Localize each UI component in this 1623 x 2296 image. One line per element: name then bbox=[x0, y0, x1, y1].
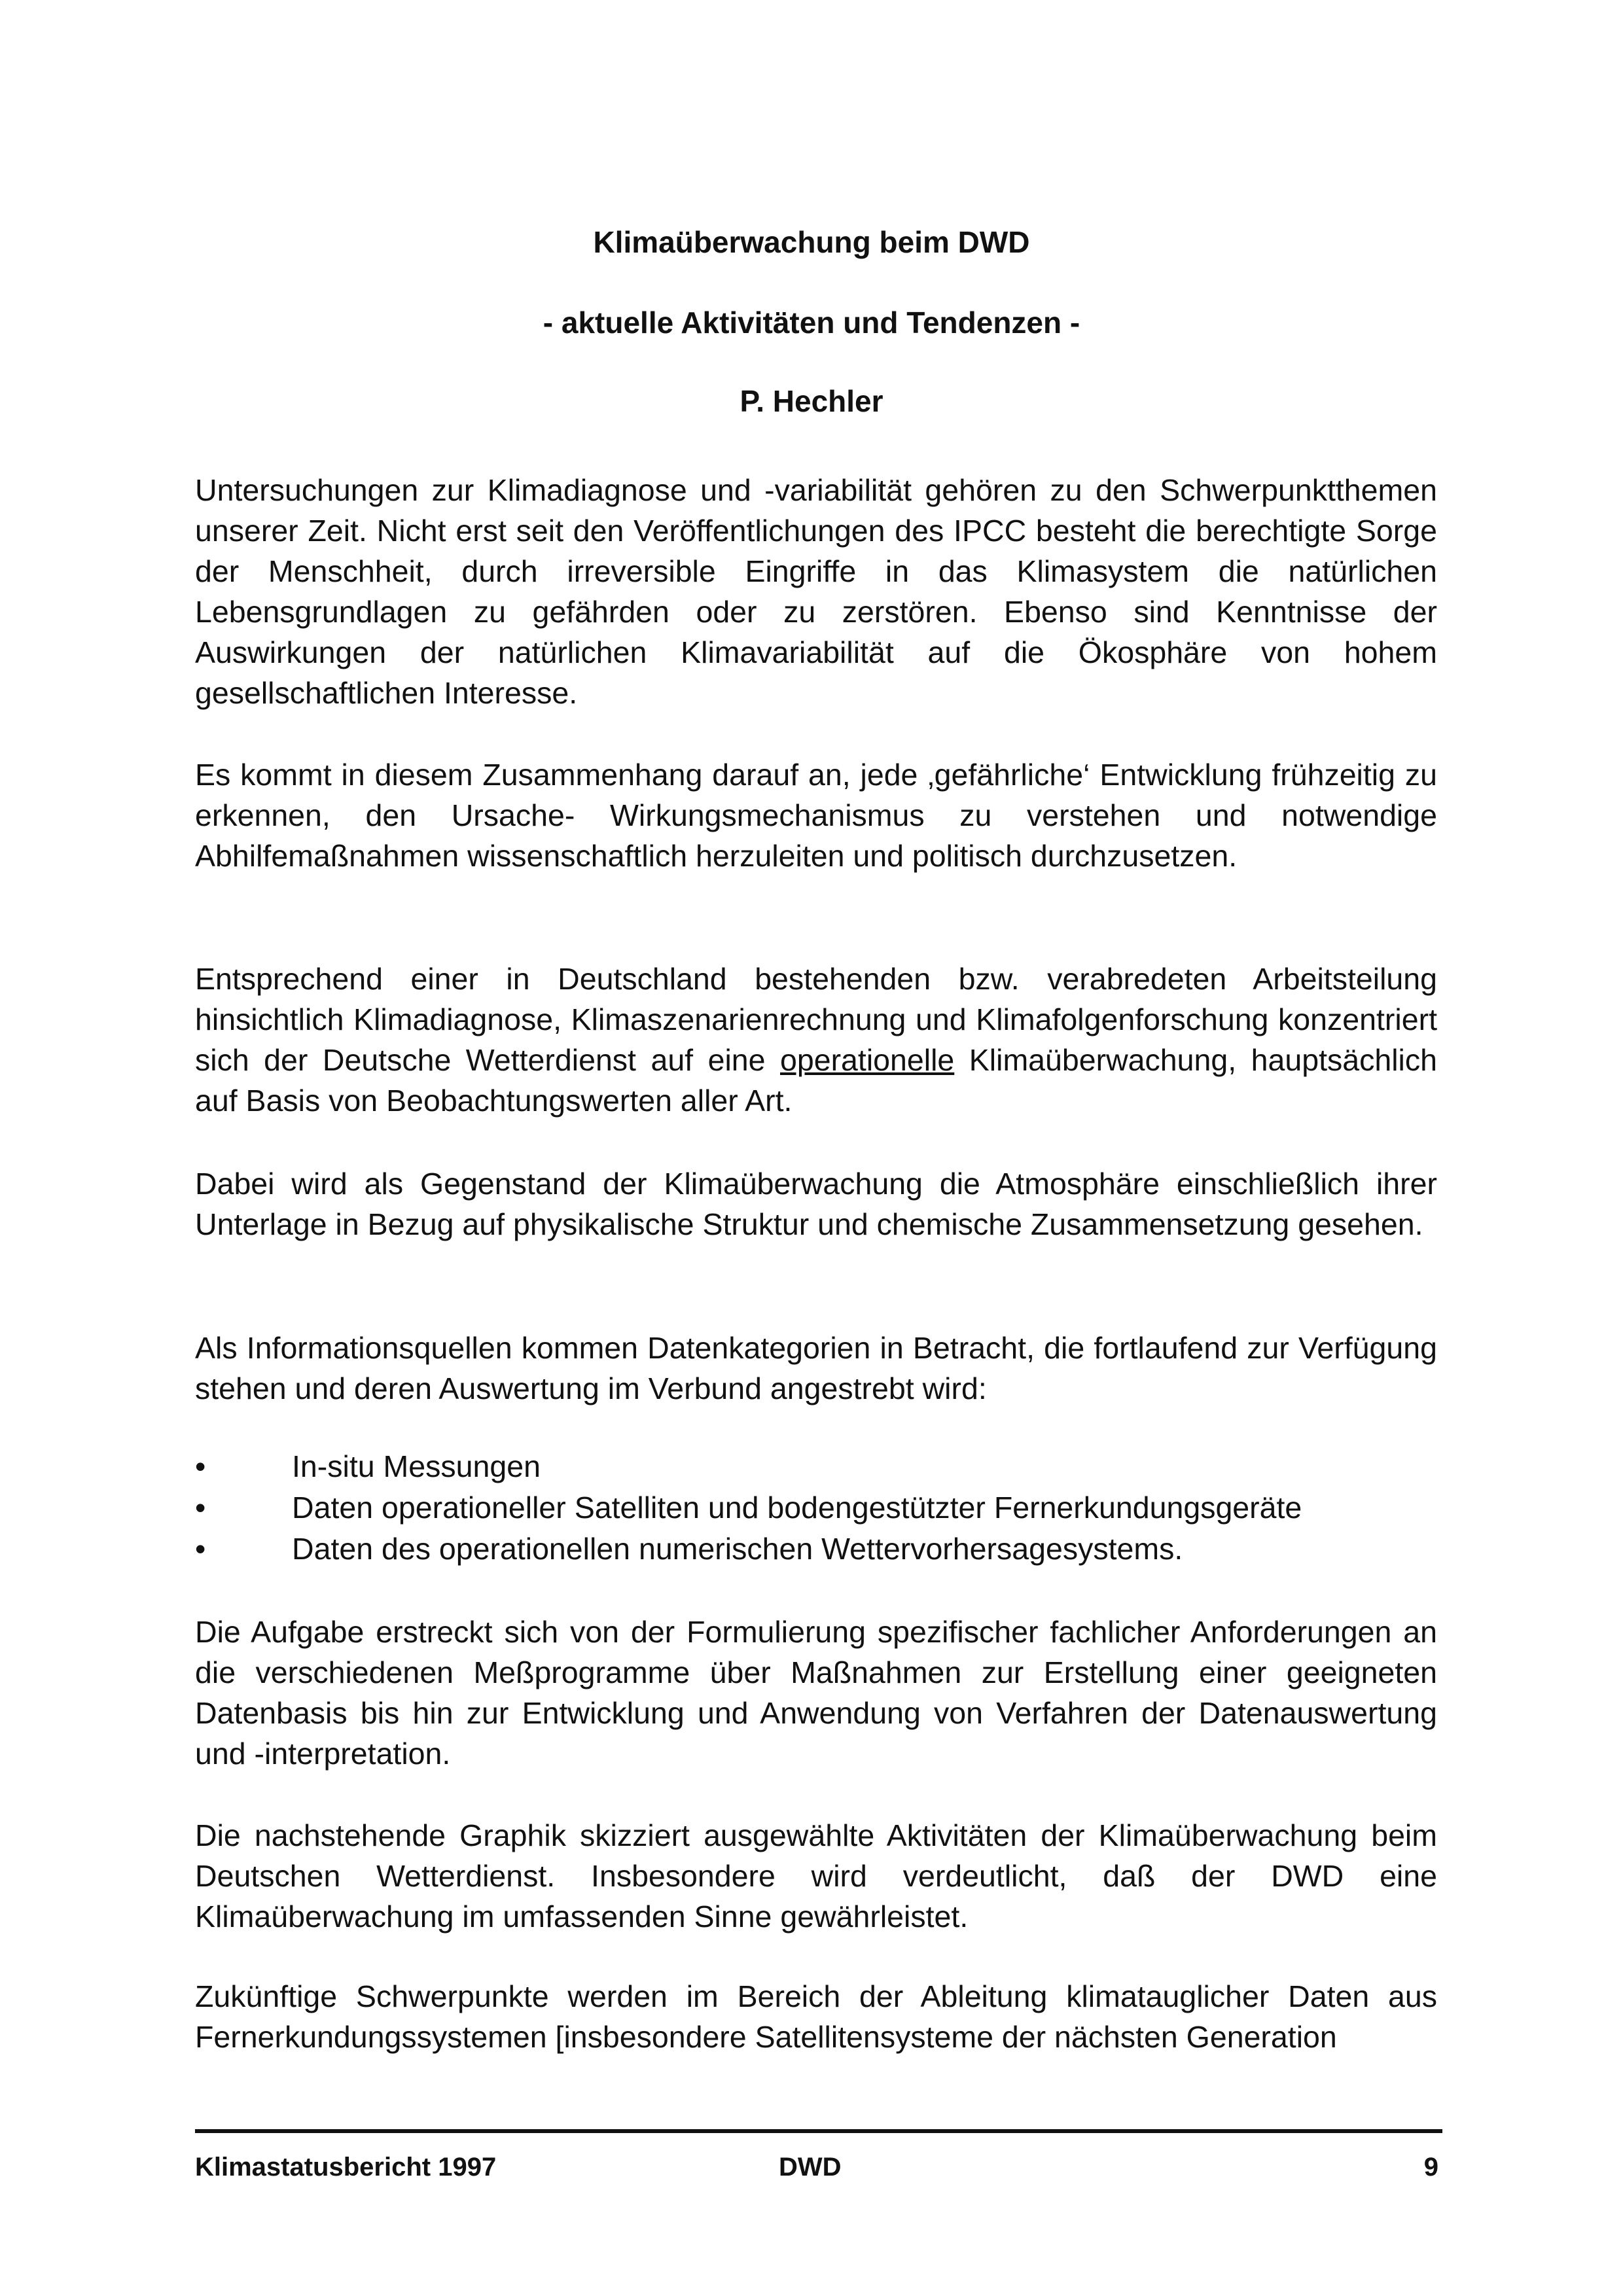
list-item-text: Daten des operationellen numerischen Wettervorhersagesystems. bbox=[292, 1532, 1183, 1566]
underlined-word: operationelle bbox=[779, 1043, 955, 1077]
paragraph-text-after: Klimaüberwachung, hauptsächlich auf Basis von Beobachtungswerten aller Art. bbox=[195, 1043, 1438, 1118]
paragraph-subject: Dabei wird als Gegenstand der Klimaüberwachung die Atmosphäre einschließlich ihrer Unterlage in Bezug auf physikalische Struktur und chemische Zusammensetzung gesehen. bbox=[195, 1167, 1437, 1241]
paragraph-graphic-intro: Die nachstehende Graphik skizziert ausgewählte Aktivitäten der Klimaüberwachung beim Deutschen Wetterdienst. Insbesondere wird verdeutlicht, daß der DWD eine Klimaüberwachung im umfassenden Sinne gewährleistet. bbox=[195, 1818, 1437, 1934]
paragraph-division-of-labour bbox=[195, 959, 1437, 1121]
list-item bbox=[195, 1487, 1437, 1528]
list-item bbox=[195, 1528, 1437, 1570]
page-subtitle: - aktuelle Aktivitäten und Tendenzen - bbox=[543, 306, 1080, 340]
bullet-icon: • bbox=[195, 1532, 206, 1566]
list-item-text: Daten operationeller Satelliten und bodengestützter Fernerkundungsgeräte bbox=[292, 1491, 1302, 1525]
author-name: P. Hechler bbox=[740, 384, 883, 418]
paragraph-text-before: Entsprechend einer in Deutschland bestehenden bzw. verabredeten Arbeitsteilung hinsichtlich Klimadiagnose, Klimaszenarienrechnung und Klimafolgenforschung konzentriert sich der Deutsche Wetterdienst auf eine bbox=[195, 962, 1437, 1077]
paragraph-future: Zukünftige Schwerpunkte werden im Bereich der Ableitung klimatauglicher Daten aus Fernerkundungssystemen [insbesondere Satellitensysteme der nächsten Generation bbox=[195, 1979, 1437, 2054]
footer-divider bbox=[195, 2129, 1442, 2133]
list-item-text: In-situ Messungen bbox=[292, 1449, 541, 1483]
paragraph-task: Die Aufgabe erstreckt sich von der Formulierung spezifischer fachlicher Anforderungen an die verschiedenen Meßprogramme über Maßnahmen zur Erstellung einer geeigneten Datenbasis bis hin zur Entwicklung und Anwendung von Verfahren der Datenauswertung und -interpretation. bbox=[195, 1615, 1437, 1771]
list-item bbox=[195, 1446, 1437, 1487]
paragraph-context: Es kommt in diesem Zusammenhang darauf an, jede ‚gefährliche‘ Entwicklung frühzeitig zu erkennen, den Ursache- Wirkungsmechanismus zu verstehen und notwendige Abhilfemaßnahmen wissenschaftlich herzuleiten und politisch durchzusetzen. bbox=[195, 758, 1437, 873]
page-number: 9 bbox=[1423, 2153, 1438, 2181]
paragraph-information-sources: Als Informationsquellen kommen Datenkategorien in Betracht, die fortlaufend zur Verfügung stehen und deren Auswertung im Verbund angestrebt wird: bbox=[195, 1331, 1437, 1405]
bullet-icon: • bbox=[195, 1491, 206, 1525]
footer-report-title: Klimastatusbericht 1997 bbox=[195, 2153, 497, 2181]
footer-organisation: DWD bbox=[779, 2153, 842, 2181]
bullet-icon: • bbox=[195, 1449, 206, 1483]
bullet-list bbox=[195, 1446, 1437, 1570]
paragraph-intro: Untersuchungen zur Klimadiagnose und -variabilität gehören zu den Schwerpunktthemen unserer Zeit. Nicht erst seit den Veröffentlichungen des IPCC besteht die berechtigte Sorge der Menschheit, durch irreversible Eingriffe in das Klimasystem die natürlichen Lebensgrundlagen zu gefährden oder zu zerstören. Ebenso sind Kenntnisse der Auswirkungen der natürlichen Klimavariabilität auf die Ökosphäre von hohem gesellschaftlichen Interesse. bbox=[195, 473, 1437, 710]
page-title: Klimaüberwachung beim DWD bbox=[593, 225, 1030, 259]
